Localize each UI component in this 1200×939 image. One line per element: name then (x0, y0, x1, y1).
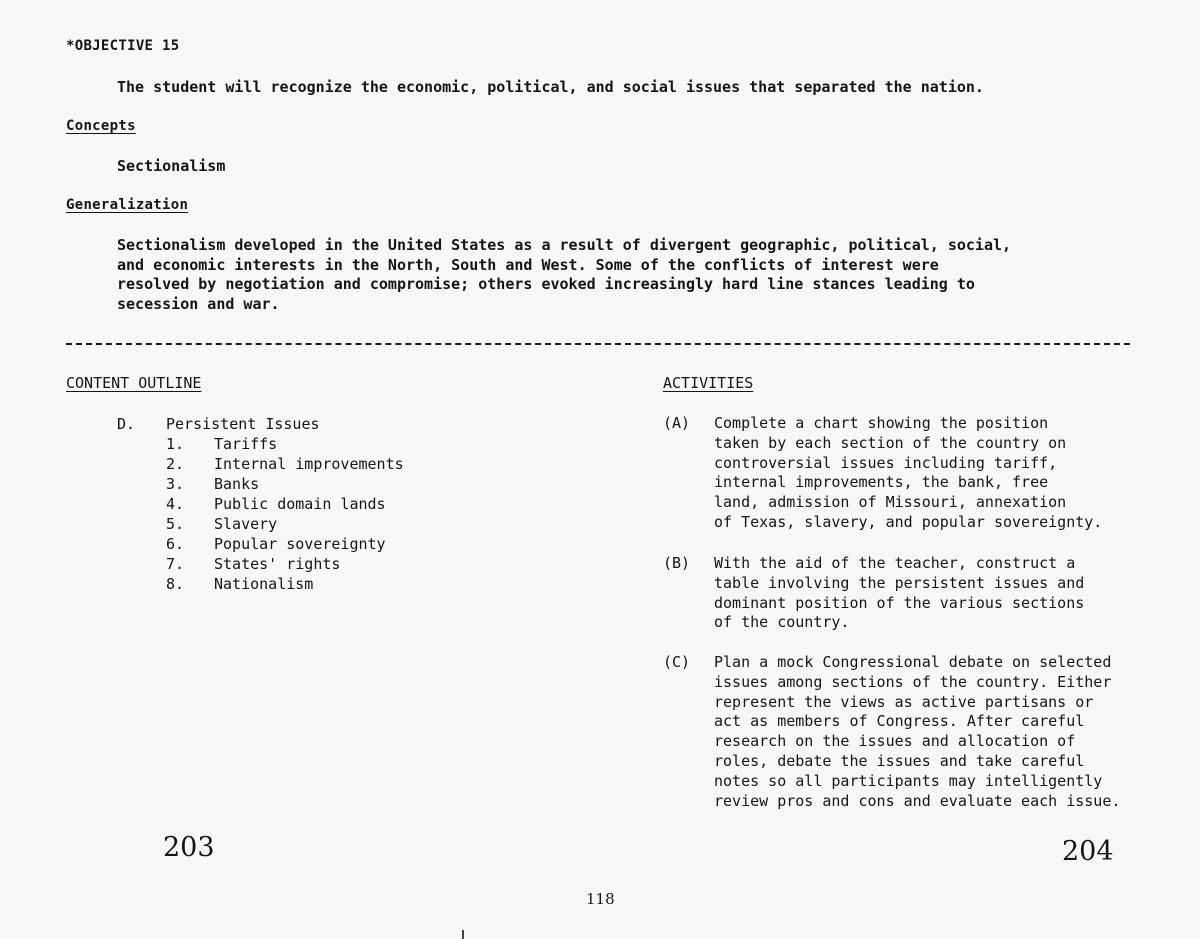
outline-item-label: Nationalism (214, 575, 314, 593)
activity-line: taken by each section of the country on (714, 433, 1067, 452)
activity-line: of Texas, slavery, and popular sovereignty. (714, 512, 1103, 531)
activity-line: represent the views as active partisans or (714, 692, 1094, 711)
outline-item (166, 554, 340, 574)
outline-item (166, 574, 313, 594)
outline-item-number: 6. (166, 535, 185, 553)
generalization-line: Sectionalism developed in the United States as a result of divergent geographic, political, social, (117, 236, 1012, 254)
footer-page-number: 118 (586, 890, 615, 908)
activity-line: dominant position of the various sections (714, 593, 1085, 612)
outline-item-number: 7. (166, 555, 185, 573)
outline-item-number: 4. (166, 495, 185, 513)
outline-item-label: Banks (214, 475, 260, 493)
generalization-line: and economic interests in the North, South and West. Some of the conflicts of interest were (117, 255, 939, 274)
concept-item: Sectionalism (117, 157, 226, 175)
generalization-heading: Generalization (66, 197, 189, 213)
activity-line: research on the issues and allocation of (714, 732, 1076, 751)
outline-item (166, 474, 259, 494)
outline-item-number: 1. (166, 435, 185, 453)
activity-text (714, 653, 1120, 811)
activity-line: roles, debate the issues and take careful (714, 751, 1085, 770)
activity-label: (C) (663, 653, 691, 671)
activity-line: notes so all participants may intelligently (714, 771, 1103, 790)
outline-item-number: 3. (166, 475, 185, 493)
objective-statement: The student will recognize the economic, political, and social issues that separated the nation. (117, 78, 984, 96)
outline-item-label: Public domain lands (214, 495, 386, 513)
stamp-number-left: 203 (163, 832, 215, 863)
outline-section-title: Persistent Issues (166, 415, 320, 433)
outline-item (166, 534, 386, 554)
objective-heading: *OBJECTIVE 15 (66, 38, 180, 54)
generalization-line: resolved by negotiation and compromise; others evoked increasingly hard line stances leading to (117, 275, 975, 294)
outline-item (166, 494, 386, 514)
activity-line: Plan a mock Congressional debate on selected (714, 653, 1112, 671)
activity-line: review pros and cons and evaluate each issue. (714, 791, 1121, 810)
outline-item (166, 434, 277, 454)
dashed-divider (66, 343, 1130, 345)
outline-item (166, 514, 277, 534)
stamp-number-right: 204 (1062, 836, 1114, 867)
activity-label: (A) (663, 414, 691, 432)
concepts-heading: Concepts (66, 118, 136, 134)
activity-line: land, admission of Missouri, annexation (714, 493, 1067, 512)
activity-label: (B) (663, 554, 691, 572)
outline-item-label: Popular sovereignty (214, 535, 386, 553)
activity-line: table involving the persistent issues and (714, 573, 1085, 592)
scan-mark (462, 930, 464, 939)
outline-item-number: 8. (166, 575, 185, 593)
outline-item-label: Slavery (214, 515, 278, 533)
outline-section-letter: D. (117, 415, 136, 433)
outline-item-label: Tariffs (214, 435, 278, 453)
activity-line: With the aid of the teacher, construct a (714, 554, 1076, 572)
outline-item-label: States' rights (214, 555, 341, 573)
activity-text (714, 554, 1084, 633)
activity-line: act as members of Congress. After careful (714, 712, 1085, 731)
activity-text (714, 414, 1102, 533)
outline-item-label: Internal improvements (214, 455, 404, 473)
activity-line: of the country. (714, 613, 850, 632)
outline-item-number: 2. (166, 455, 185, 473)
activity-line: controversial issues including tariff, (714, 453, 1058, 472)
activities-heading: ACTIVITIES (663, 374, 754, 392)
content-outline-heading: CONTENT OUTLINE (66, 374, 202, 392)
generalization-paragraph (117, 236, 1011, 314)
outline-item-number: 5. (166, 515, 185, 533)
activity-line: internal improvements, the bank, free (714, 473, 1049, 492)
outline-item (166, 454, 404, 474)
generalization-line: secession and war. (117, 294, 280, 313)
activity-line: Complete a chart showing the position (714, 414, 1049, 432)
activity-line: issues among sections of the country. Either (714, 672, 1112, 691)
